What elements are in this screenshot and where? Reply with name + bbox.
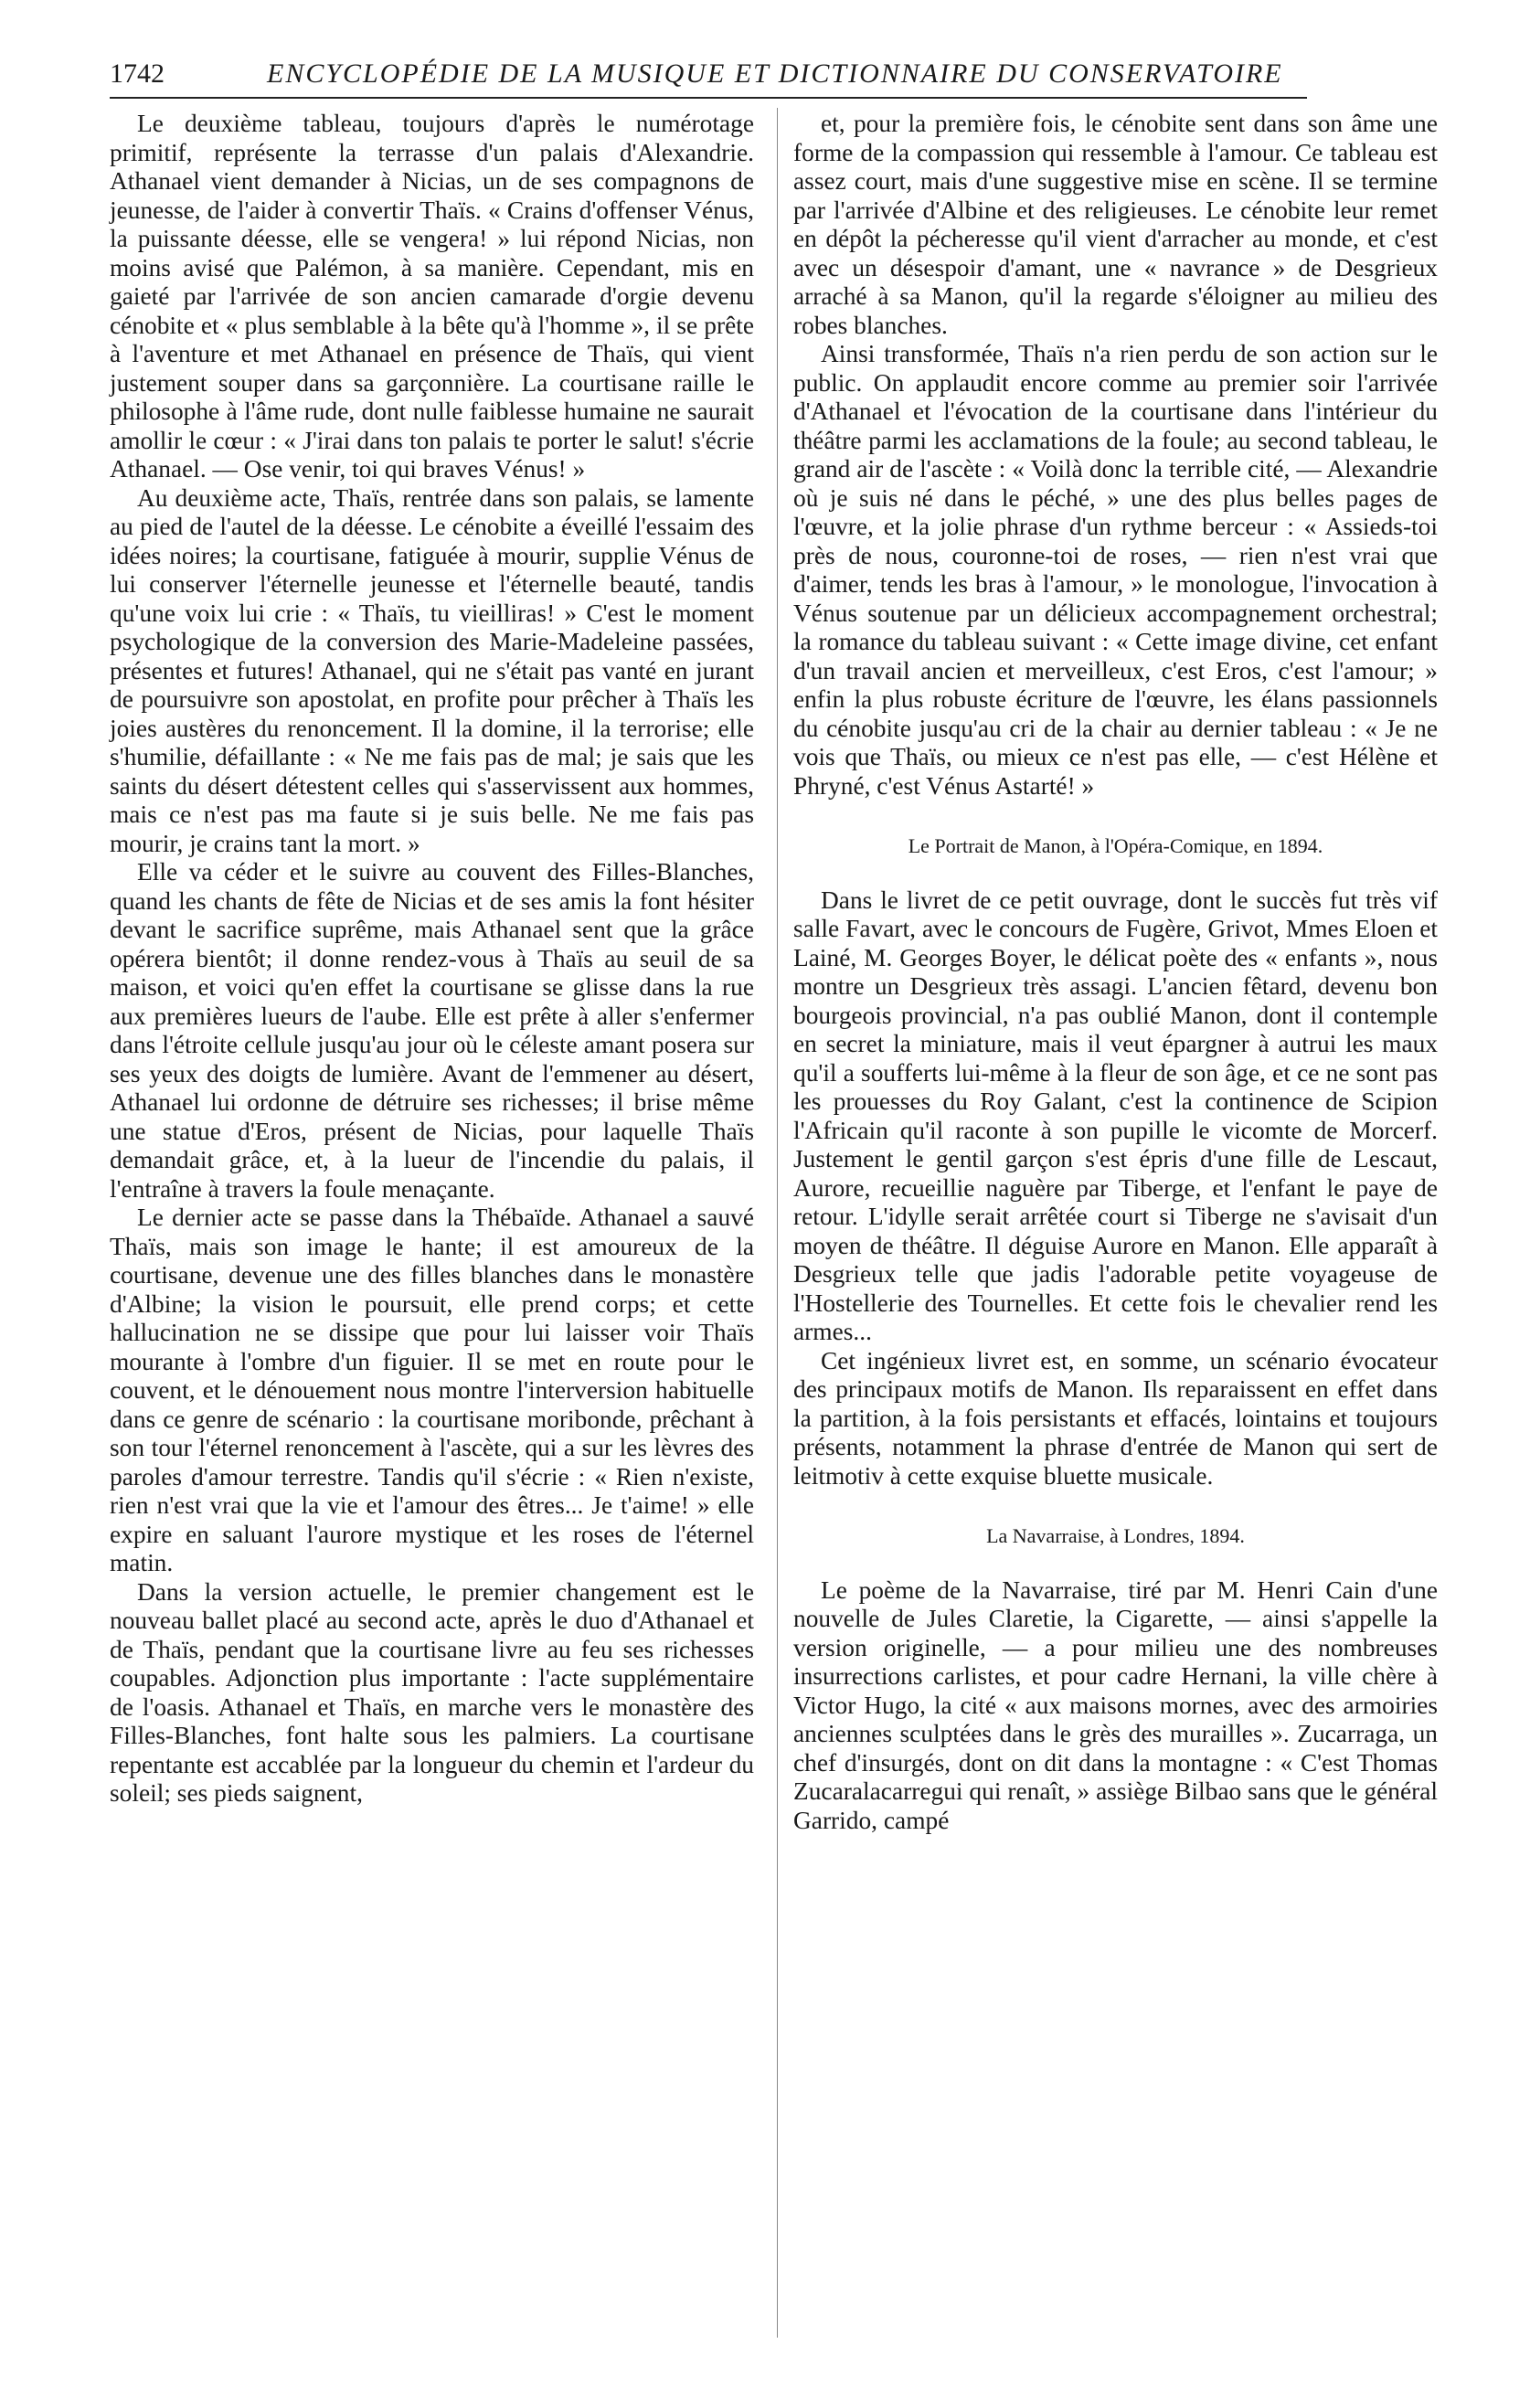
paragraph: Le poème de la Navarraise, tiré par M. Henri Cain d'une nouvelle de Jules Claretie, la Cigarette, — ainsi s'appelle la version originelle, — a pour milieu une des nombreuses insurrections carlistes, et pour cadre Hernani, la ville chère à Victor Hugo, la cité « aux maisons mornes, avec des armoiries anciennes sculptées dans le grès des murailles ». Zucarraga, un chef d'insurgés, dont on dit dans la montagne : « C'est Thomas Zucaralacarregui qui renaît, » assiège Bilbao sans que le général Garrido, campé	[793, 1575, 1438, 1834]
right-column	[793, 110, 1438, 1835]
paragraph: Le dernier acte se passe dans la Thébaïde. Athanael a sauvé Thaïs, mais son image le hante; il est amoureux de la courtisane, devenue une des filles blanches dans le monastère d'Albine; la vision le poursuit, elle prend corps; et cette hallucination ne se dissipe que pour lui laisser voir Thaïs mourante à l'ombre d'un figuier. Il se met en route pour le couvent, et le dénouement nous montre l'interversion habituelle dans ce genre de scénario : la courtisane moribonde, prêchant à son tour l'éternel renoncement à l'ascète, qui a sur les lèvres des paroles d'amour terrestre. Tandis qu'il s'écrie : « Rien n'existe, rien n'est vrai que la vie et l'amour des êtres... Je t'aime! » elle expire en saluant l'aurore mystique et les roses de l'éternel matin.	[110, 1204, 754, 1576]
left-column	[110, 110, 754, 1809]
paragraph: Cet ingénieux livret est, en somme, un scénario évocateur des principaux motifs de Manon. Ils reparaissent en effet dans la partition, à la fois persistants et effacés, lointains et toujours présents, notamment la phrase d'entrée de Manon qui sert de leitmotiv à cette exquise bluette musicale.	[793, 1346, 1438, 1490]
paragraph: Dans la version actuelle, le premier changement est le nouveau ballet placé au second acte, après le duo d'Athanael et de Thaïs, pendant que la courtisane livre au feu ses richesses coupables. Adjonction plus importante : l'acte supplémentaire de l'oasis. Athanael et Thaïs, en marche vers le monastère des Filles-Blanches, font halte sous les palmiers. La courtisane repentante est accablée par la longueur du chemin et l'ardeur du soleil; ses pieds saignent,	[110, 1577, 754, 1807]
section-heading: La Navarraise, à Londres, 1894.	[986, 1524, 1245, 1547]
paragraph: Elle va céder et le suivre au couvent des Filles-Blanches, quand les chants de fête de Nicias et de ses amis la font hésiter devant le sacrifice suprême, mais Athanael sent que la grâce opérera bientôt; il donne rendez-vous à Thaïs au seuil de sa maison, et voici qu'en effet la courtisane se glisse dans la rue aux premières lueurs de l'aube. Elle est prête à aller s'enfermer dans l'étroite cellule jusqu'au jour où le céleste amant posera sur ses yeux des doigts de lumière. Avant de l'emmener au désert, Athanael lui ordonne de détruire ses richesses; il brise même une statue d'Eros, présent de Nicias, pour laquelle Thaïs demandait grâce, et, à la lueur de l'incendie du palais, il l'entraîne à travers la foule menaçante.	[110, 858, 754, 1203]
section-heading: Le Portrait de Manon, à l'Opéra-Comique, en 1894.	[908, 834, 1323, 857]
column-divider	[777, 108, 778, 2338]
page-header	[110, 57, 1307, 99]
paragraph: Ainsi transformée, Thaïs n'a rien perdu de son action sur le public. On applaudit encore comme au premier soir l'arrivée d'Athanael et l'évocation de la courtisane dans l'intérieur du théâtre parmi les acclamations de la foule; au second tableau, le grand air de l'ascète : « Voilà donc la terrible cité, — Alexandrie où je suis né dans le péché, » une des plus belles pages de l'œuvre, et la jolie phrase d'un rythme berceur : « Assieds-toi près de nous, couronne-toi de roses, — rien n'est vrai que d'aimer, tends les bras à l'amour, » le monologue, l'invocation à Vénus soutenue par un délicieux accompagnement orchestral; la romance du tableau suivant : « Cette image divine, cet enfant d'un travail ancien et merveilleux, c'est Eros, c'est l'amour; » enfin la plus robuste écriture de l'œuvre, les élans passionnels du cénobite jusqu'au cri de la chair au dernier tableau : « Je ne vois que Thaïs, ou mieux ce n'est pas elle, — c'est Hélène et Phryné, c'est Vénus Astarté! »	[793, 340, 1438, 800]
running-title: ENCYCLOPÉDIE DE LA MUSIQUE ET DICTIONNAIRE DU CONSERVATOIRE	[267, 58, 1283, 89]
paragraph: Au deuxième acte, Thaïs, rentrée dans son palais, se lamente au pied de l'autel de la déesse. Le cénobite a éveillé l'essaim des idées noires; la courtisane, fatiguée à mourir, supplie Vénus de lui conserver l'éternelle jeunesse et l'éternelle beauté, tandis qu'une voix lui crie : « Thaïs, tu vieilliras! » C'est le moment psychologique de la conversion des Marie-Madeleine passées, présentes et futures! Athanael, qui ne s'était pas vanté en jurant de poursuivre son apostolat, en profite pour prêcher à Thaïs les joies austères du renoncement. Il la domine, il la terrorise; elle s'humilie, défaillante : « Ne me fais pas de mal; je sais que les saints du désert détestent celles qui s'asservissent aux hommes, mais ce n'est pas ma faute si je suis belle. Ne me fais pas mourir, je crains tant la mort. »	[110, 483, 754, 857]
paragraph: et, pour la première fois, le cénobite sent dans son âme une forme de la compassion qui ressemble à l'amour. Ce tableau est assez court, mais d'une suggestive mise en scène. Il se termine par l'arrivée d'Albine et des religieuses. Le cénobite leur remet en dépôt la pécheresse qu'il vient d'arracher au monde, et c'est avec un désespoir d'amant, une « navrance » de Desgrieux arraché à sa Manon, qu'il la regarde s'éloigner au milieu des robes blanches.	[793, 110, 1438, 339]
page-number: 1742	[110, 58, 165, 89]
paragraph: Le deuxième tableau, toujours d'après le numérotage primitif, représente la terrasse d'un palais d'Alexandrie. Athanael vient demander à Nicias, un de ses compagnons de jeunesse, de l'aider à convertir Thaïs. « Crains d'offenser Vénus, la puissante déesse, elle se vengera! » lui répond Nicias, non moins avisé que Palémon, à sa manière. Cependant, mis en gaieté par l'arrivée de son ancien camarade d'orgie devenu cénobite et « plus semblable à la bête qu'à l'homme », il se prête à l'aventure et met Athanael en présence de Thaïs, qui vient justement souper dans sa garçonnière. La courtisane raille le philosophe à l'âme rude, dont nulle faiblesse humaine ne saurait amollir le cœur : « J'irai dans ton palais te porter le salut! s'écrie Athanael. — Ose venir, toi qui braves Vénus! »	[110, 110, 754, 483]
paragraph: Dans le livret de ce petit ouvrage, dont le succès fut très vif salle Favart, avec le concours de Fugère, Grivot, Mmes Eloen et Lainé, M. Georges Boyer, le délicat poète des « enfants », nous montre un Desgrieux très assagi. L'ancien fêtard, devenu bon bourgeois provincial, n'a pas oublié Manon, dont il contemple en secret la miniature, mais il veut épargner à autrui les maux qu'il a soufferts lui-même à la fleur de son âge, et ce ne sont pas les prouesses du Roy Galant, c'est la continence de Scipion l'Africain qu'il raconte à son pupille le vicomte de Morcerf. Justement le gentil garçon s'est épris d'une fille de Lescaut, Aurore, recueillie naguère par Tiberge, et l'enfant le paye de retour. L'idylle serait arrêtée court si Tiberge ne s'avisait d'un moyen de théâtre. Il déguise Aurore en Manon. Elle apparaît à Desgrieux telle que jadis l'adorable petite voyageuse de l'Hostellerie des Tournelles. Et cette fois le chevalier rend les armes...	[793, 886, 1438, 1345]
